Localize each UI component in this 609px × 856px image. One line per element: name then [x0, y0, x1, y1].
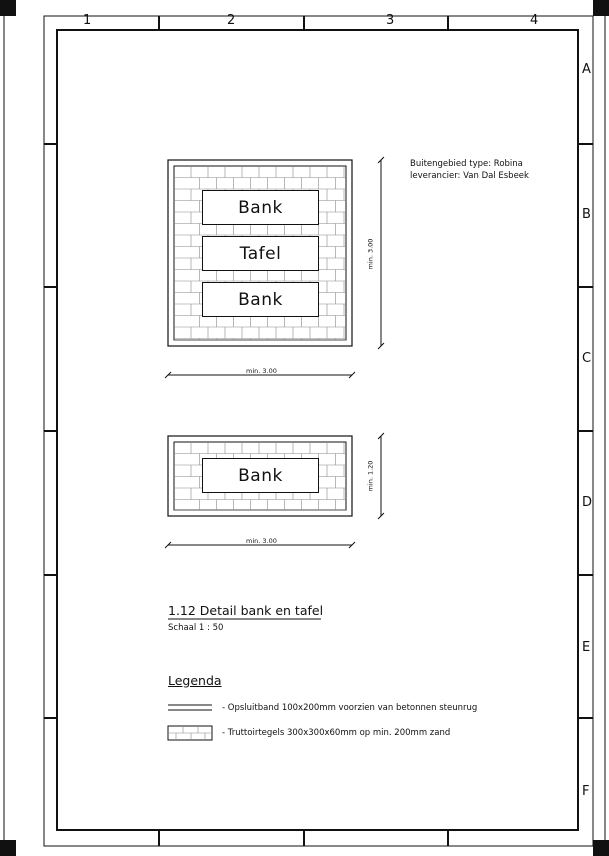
row-label: C [582, 351, 592, 366]
row-label: D [582, 495, 593, 510]
row-label: E [582, 640, 591, 655]
note-supplier: leverancier: Van Dal Esbeek [410, 171, 529, 181]
dimension-horizontal-bottom: min. 3.00 [246, 537, 277, 545]
dimension-vertical-bottom: min. 1.20 [366, 460, 375, 492]
bench-box: Bank [202, 282, 319, 317]
note-type: Buitengebied type: Robina [410, 159, 523, 169]
legend-heading: Legenda [168, 673, 222, 688]
corner-marker [0, 840, 16, 856]
column-label: 4 [530, 13, 539, 28]
table-box: Tafel [202, 236, 319, 271]
row-label: B [582, 207, 591, 222]
row-label: F [582, 784, 590, 799]
legend-curb-symbol [168, 705, 212, 710]
column-ticks [159, 16, 451, 846]
row-label: A [582, 62, 591, 77]
column-label: 2 [227, 13, 236, 28]
corner-marker [593, 840, 609, 856]
dimension-horizontal-top: min. 3.00 [246, 367, 277, 375]
legend-item-curb: - Opsluitband 100x200mm voorzien van betonnen steunrug [222, 703, 478, 713]
corner-marker [0, 0, 16, 16]
detail-title: 1.12 Detail bank en tafel [168, 603, 324, 618]
outer-frame [44, 16, 593, 846]
corner-marker [593, 0, 609, 16]
detail-scale: Schaal 1 : 50 [168, 623, 224, 633]
column-label: 3 [386, 13, 395, 28]
legend-tile-symbol [168, 726, 212, 740]
legend-item-tiles: - Truttoirtegels 300x300x60mm op min. 200mm zand [222, 728, 451, 738]
dimension-vertical-top: min. 3.00 [366, 238, 375, 270]
bench-box: Bank [202, 458, 319, 493]
bench-box: Bank [202, 190, 319, 225]
column-label: 1 [83, 13, 92, 28]
